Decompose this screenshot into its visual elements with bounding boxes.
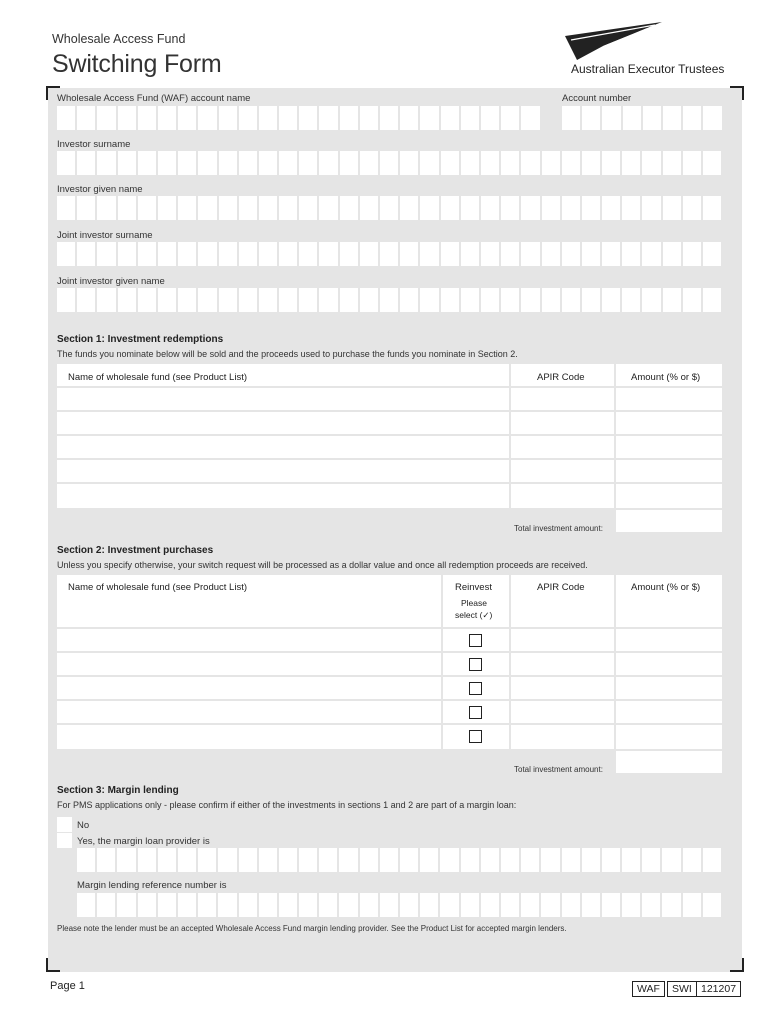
character-box[interactable] <box>420 106 438 130</box>
col-reinvest-sub: select (✓) <box>455 610 493 620</box>
character-box[interactable] <box>582 151 600 175</box>
character-box[interactable] <box>97 151 115 175</box>
character-box[interactable] <box>542 196 560 220</box>
character-box[interactable] <box>501 151 519 175</box>
form-subtitle: Wholesale Access Fund <box>52 32 186 46</box>
character-box[interactable] <box>420 196 438 220</box>
character-box[interactable] <box>299 242 317 266</box>
character-box[interactable] <box>541 893 559 917</box>
margin-no-checkbox[interactable] <box>57 817 72 832</box>
character-box[interactable] <box>562 151 580 175</box>
character-box[interactable] <box>602 848 620 872</box>
character-box[interactable] <box>501 848 519 872</box>
purchases-table <box>57 575 722 749</box>
character-box[interactable] <box>461 893 479 917</box>
character-box[interactable] <box>178 242 196 266</box>
character-box[interactable] <box>178 288 196 312</box>
character-box[interactable] <box>420 151 438 175</box>
character-box[interactable] <box>481 151 499 175</box>
character-box[interactable] <box>683 848 701 872</box>
col-amount: Amount (% or $) <box>631 582 701 593</box>
corner-mark <box>730 86 744 100</box>
character-box[interactable] <box>663 242 681 266</box>
character-box[interactable] <box>602 288 620 312</box>
account-number-label: Account number <box>562 93 632 104</box>
character-box[interactable] <box>57 288 75 312</box>
character-box[interactable] <box>380 151 398 175</box>
character-box[interactable] <box>178 151 196 175</box>
character-box[interactable] <box>239 848 257 872</box>
character-box[interactable] <box>360 893 378 917</box>
character-box[interactable] <box>299 151 317 175</box>
character-box[interactable] <box>461 196 479 220</box>
section1-description: The funds you nominate below will be sold and the proceeds used to purchase the funds you nominate in Section 2. <box>57 349 518 359</box>
character-box[interactable] <box>319 106 337 130</box>
character-box[interactable] <box>501 893 519 917</box>
character-box[interactable] <box>622 242 640 266</box>
company-name: Australian Executor Trustees <box>571 62 725 76</box>
character-box[interactable] <box>158 151 176 175</box>
character-box[interactable] <box>703 848 721 872</box>
character-box[interactable] <box>198 106 216 130</box>
page-number: Page 1 <box>50 980 85 992</box>
character-box[interactable] <box>239 196 257 220</box>
corner-mark <box>46 958 60 972</box>
character-box[interactable] <box>57 196 75 220</box>
character-box[interactable] <box>420 242 438 266</box>
character-box[interactable] <box>279 106 297 130</box>
character-box[interactable] <box>461 151 479 175</box>
character-box[interactable] <box>118 288 136 312</box>
character-box[interactable] <box>420 848 438 872</box>
section1-heading: Section 1: Investment redemptions <box>57 334 224 345</box>
character-box[interactable] <box>279 848 297 872</box>
character-box[interactable] <box>138 242 156 266</box>
character-box[interactable] <box>319 196 337 220</box>
character-box[interactable] <box>400 242 418 266</box>
character-box[interactable] <box>582 242 600 266</box>
table-row[interactable] <box>57 436 722 460</box>
character-box[interactable] <box>481 288 499 312</box>
character-box[interactable] <box>279 196 297 220</box>
character-box[interactable] <box>198 242 216 266</box>
character-box[interactable] <box>683 288 701 312</box>
character-box[interactable] <box>319 242 337 266</box>
character-box[interactable] <box>703 151 721 175</box>
corner-mark <box>730 958 744 972</box>
character-box[interactable] <box>642 893 660 917</box>
character-box[interactable] <box>77 242 95 266</box>
column-divider <box>614 364 616 508</box>
character-box[interactable] <box>219 288 237 312</box>
character-box[interactable] <box>299 848 317 872</box>
company-logo-icon <box>565 22 665 62</box>
character-box[interactable] <box>360 106 378 130</box>
character-box[interactable] <box>138 848 156 872</box>
character-box[interactable] <box>501 106 519 130</box>
table-row[interactable] <box>57 460 722 484</box>
character-box[interactable] <box>158 288 176 312</box>
character-box[interactable] <box>97 893 115 917</box>
character-box[interactable] <box>562 242 580 266</box>
margin-yes-label: Yes, the margin loan provider is <box>77 836 210 847</box>
character-box[interactable] <box>259 151 277 175</box>
character-box[interactable] <box>198 196 216 220</box>
character-box[interactable] <box>319 288 337 312</box>
table-row[interactable] <box>57 653 722 677</box>
character-box[interactable] <box>158 196 176 220</box>
character-box[interactable] <box>663 106 681 130</box>
col-reinvest-sub: Please <box>461 598 487 608</box>
character-box[interactable] <box>97 848 115 872</box>
character-box[interactable] <box>400 196 418 220</box>
character-box[interactable] <box>541 848 559 872</box>
character-box[interactable] <box>582 288 600 312</box>
character-box[interactable] <box>642 288 660 312</box>
reinvest-checkbox[interactable] <box>469 682 482 695</box>
character-box[interactable] <box>97 106 115 130</box>
character-box[interactable] <box>602 106 620 130</box>
character-box[interactable] <box>542 288 560 312</box>
character-box[interactable] <box>178 196 196 220</box>
character-box[interactable] <box>77 106 95 130</box>
section2-description: Unless you specify otherwise, your switch request will be processed as a dollar value and once all redemption proceeds are received. <box>57 560 588 570</box>
character-box[interactable] <box>178 848 196 872</box>
joint-given-name-label: Joint investor given name <box>57 276 165 287</box>
character-box[interactable] <box>299 196 317 220</box>
character-box[interactable] <box>239 893 257 917</box>
character-box[interactable] <box>239 151 257 175</box>
character-box[interactable] <box>582 848 600 872</box>
character-box[interactable] <box>683 893 701 917</box>
table-row[interactable] <box>57 677 722 701</box>
investor-given-name-label: Investor given name <box>57 184 143 195</box>
reinvest-checkbox[interactable] <box>469 706 482 719</box>
character-box[interactable] <box>279 288 297 312</box>
character-box[interactable] <box>662 893 680 917</box>
section3-description: For PMS applications only - please confirm if either of the investments in sections 1 and 2 are part of a margin loan: <box>57 800 517 810</box>
character-box[interactable] <box>521 288 539 312</box>
character-box[interactable] <box>400 151 418 175</box>
character-box[interactable] <box>521 151 539 175</box>
investor-surname-label: Investor surname <box>57 139 131 150</box>
character-box[interactable] <box>481 893 499 917</box>
character-box[interactable] <box>440 848 458 872</box>
margin-yes-checkbox[interactable] <box>57 833 72 848</box>
character-box[interactable] <box>441 196 459 220</box>
character-box[interactable] <box>683 196 701 220</box>
character-box[interactable] <box>542 151 560 175</box>
character-box[interactable] <box>663 151 681 175</box>
column-divider <box>509 364 511 508</box>
character-box[interactable] <box>97 242 115 266</box>
reinvest-checkbox[interactable] <box>469 634 482 647</box>
character-box[interactable] <box>340 242 358 266</box>
character-box[interactable] <box>662 848 680 872</box>
character-box[interactable] <box>198 151 216 175</box>
character-box[interactable] <box>642 151 660 175</box>
character-box[interactable] <box>219 151 237 175</box>
form-title: Switching Form <box>52 50 222 78</box>
character-box[interactable] <box>319 848 337 872</box>
character-box[interactable] <box>420 893 438 917</box>
character-box[interactable] <box>158 106 176 130</box>
character-box[interactable] <box>622 196 640 220</box>
character-box[interactable] <box>57 151 75 175</box>
character-box[interactable] <box>259 893 277 917</box>
character-box[interactable] <box>461 106 479 130</box>
form-code-waf: WAF <box>632 981 665 997</box>
character-box[interactable] <box>683 242 701 266</box>
character-box[interactable] <box>481 196 499 220</box>
character-box[interactable] <box>623 106 641 130</box>
character-box[interactable] <box>77 288 95 312</box>
table-row[interactable] <box>57 412 722 436</box>
character-box[interactable] <box>461 288 479 312</box>
character-box[interactable] <box>77 196 95 220</box>
character-box[interactable] <box>198 288 216 312</box>
character-box[interactable] <box>340 106 358 130</box>
character-box[interactable] <box>57 242 75 266</box>
character-box[interactable] <box>663 288 681 312</box>
character-box[interactable] <box>259 196 277 220</box>
margin-footnote: Please note the lender must be an accepted Wholesale Access Fund margin lending provider. See the Product List for accepted margin lenders. <box>57 924 567 933</box>
table-row[interactable] <box>57 629 722 653</box>
character-box[interactable] <box>118 151 136 175</box>
character-box[interactable] <box>521 242 539 266</box>
character-box[interactable] <box>279 242 297 266</box>
section2-heading: Section 2: Investment purchases <box>57 545 214 556</box>
character-box[interactable] <box>642 848 660 872</box>
margin-provider-field[interactable] <box>77 848 721 872</box>
character-box[interactable] <box>602 151 620 175</box>
character-box[interactable] <box>441 242 459 266</box>
character-box[interactable] <box>481 242 499 266</box>
character-box[interactable] <box>703 893 721 917</box>
character-box[interactable] <box>521 196 539 220</box>
account-number-field[interactable] <box>562 106 722 130</box>
character-box[interactable] <box>542 242 560 266</box>
joint-given-name-field[interactable] <box>57 288 721 312</box>
character-box[interactable] <box>340 196 358 220</box>
character-box[interactable] <box>219 106 237 130</box>
section3-heading: Section 3: Margin lending <box>57 785 179 796</box>
character-box[interactable] <box>239 106 257 130</box>
table-row[interactable] <box>57 701 722 725</box>
section1-total-label: Total investment amount: <box>514 524 603 533</box>
character-box[interactable] <box>57 106 75 130</box>
character-box[interactable] <box>360 242 378 266</box>
character-box[interactable] <box>420 288 438 312</box>
character-box[interactable] <box>521 893 539 917</box>
character-box[interactable] <box>118 196 136 220</box>
character-box[interactable] <box>360 288 378 312</box>
character-box[interactable] <box>481 106 499 130</box>
character-box[interactable] <box>138 893 156 917</box>
account-name-label: Wholesale Access Fund (WAF) account name <box>57 93 251 104</box>
col-fund-name: Name of wholesale fund (see Product List) <box>68 372 248 383</box>
character-box[interactable] <box>340 151 358 175</box>
character-box[interactable] <box>178 106 196 130</box>
section1-total-field[interactable] <box>616 510 722 532</box>
character-box[interactable] <box>602 242 620 266</box>
character-box[interactable] <box>521 106 539 130</box>
section2-total-label: Total investment amount: <box>514 765 603 774</box>
character-box[interactable] <box>97 196 115 220</box>
character-box[interactable] <box>400 848 418 872</box>
character-box[interactable] <box>380 196 398 220</box>
character-box[interactable] <box>400 106 418 130</box>
character-box[interactable] <box>77 151 95 175</box>
character-box[interactable] <box>218 848 236 872</box>
character-box[interactable] <box>299 893 317 917</box>
character-box[interactable] <box>602 196 620 220</box>
col-amount: Amount (% or $) <box>631 372 701 383</box>
character-box[interactable] <box>138 196 156 220</box>
table-row[interactable] <box>57 388 722 412</box>
character-box[interactable] <box>562 288 580 312</box>
character-box[interactable] <box>97 288 115 312</box>
character-box[interactable] <box>360 848 378 872</box>
character-box[interactable] <box>501 196 519 220</box>
form-code-version: 121207 <box>696 981 741 997</box>
character-box[interactable] <box>340 288 358 312</box>
character-box[interactable] <box>219 196 237 220</box>
character-box[interactable] <box>339 848 357 872</box>
character-box[interactable] <box>562 893 580 917</box>
character-box[interactable] <box>441 288 459 312</box>
reinvest-checkbox[interactable] <box>469 658 482 671</box>
character-box[interactable] <box>683 151 701 175</box>
character-box[interactable] <box>339 893 357 917</box>
character-box[interactable] <box>360 151 378 175</box>
character-box[interactable] <box>259 848 277 872</box>
character-box[interactable] <box>259 106 277 130</box>
joint-surname-label: Joint investor surname <box>57 230 153 241</box>
section2-total-field[interactable] <box>616 751 722 773</box>
form-code-swi: SWI <box>667 981 697 997</box>
character-box[interactable] <box>138 106 156 130</box>
margin-no-label: No <box>77 820 90 831</box>
character-box[interactable] <box>440 893 458 917</box>
character-box[interactable] <box>501 288 519 312</box>
character-box[interactable] <box>703 106 721 130</box>
character-box[interactable] <box>239 242 257 266</box>
character-box[interactable] <box>400 288 418 312</box>
character-box[interactable] <box>602 893 620 917</box>
col-fund-name: Name of wholesale fund (see Product List) <box>68 582 248 593</box>
character-box[interactable] <box>642 196 660 220</box>
account-name-field[interactable] <box>57 106 540 130</box>
joint-surname-field[interactable] <box>57 242 721 266</box>
character-box[interactable] <box>380 242 398 266</box>
character-box[interactable] <box>582 106 600 130</box>
character-box[interactable] <box>622 288 640 312</box>
character-box[interactable] <box>562 848 580 872</box>
character-box[interactable] <box>622 848 640 872</box>
character-box[interactable] <box>158 242 176 266</box>
reinvest-checkbox[interactable] <box>469 730 482 743</box>
character-box[interactable] <box>360 196 378 220</box>
character-box[interactable] <box>239 288 257 312</box>
character-box[interactable] <box>521 848 539 872</box>
character-box[interactable] <box>198 893 216 917</box>
character-box[interactable] <box>319 151 337 175</box>
character-box[interactable] <box>259 242 277 266</box>
character-box[interactable] <box>259 288 277 312</box>
col-apir-code: APIR Code <box>537 372 585 383</box>
character-box[interactable] <box>279 893 297 917</box>
character-box[interactable] <box>158 893 176 917</box>
character-box[interactable] <box>138 288 156 312</box>
character-box[interactable] <box>663 196 681 220</box>
character-box[interactable] <box>117 848 135 872</box>
character-box[interactable] <box>622 151 640 175</box>
character-box[interactable] <box>582 196 600 220</box>
character-box[interactable] <box>118 106 136 130</box>
investor-surname-field[interactable] <box>57 151 721 175</box>
character-box[interactable] <box>400 893 418 917</box>
character-box[interactable] <box>77 848 95 872</box>
character-box[interactable] <box>643 106 661 130</box>
character-box[interactable] <box>299 288 317 312</box>
character-box[interactable] <box>299 106 317 130</box>
character-box[interactable] <box>198 848 216 872</box>
margin-reference-label: Margin lending reference number is <box>77 880 227 891</box>
character-box[interactable] <box>77 893 95 917</box>
character-box[interactable] <box>582 893 600 917</box>
character-box[interactable] <box>683 106 701 130</box>
character-box[interactable] <box>158 848 176 872</box>
character-box[interactable] <box>219 242 237 266</box>
character-box[interactable] <box>461 242 479 266</box>
col-reinvest: Reinvest <box>455 582 492 593</box>
character-box[interactable] <box>703 196 721 220</box>
redemptions-table <box>57 364 722 508</box>
col-apir-code: APIR Code <box>537 582 585 593</box>
character-box[interactable] <box>138 151 156 175</box>
character-box[interactable] <box>319 893 337 917</box>
character-box[interactable] <box>218 893 236 917</box>
character-box[interactable] <box>117 893 135 917</box>
column-divider <box>509 575 511 749</box>
character-box[interactable] <box>703 288 721 312</box>
character-box[interactable] <box>441 151 459 175</box>
character-box[interactable] <box>562 196 580 220</box>
character-box[interactable] <box>380 893 398 917</box>
character-box[interactable] <box>441 106 459 130</box>
character-box[interactable] <box>380 848 398 872</box>
investor-given-name-field[interactable] <box>57 196 721 220</box>
character-box[interactable] <box>642 242 660 266</box>
character-box[interactable] <box>622 893 640 917</box>
margin-reference-field[interactable] <box>77 893 721 917</box>
character-box[interactable] <box>501 242 519 266</box>
character-box[interactable] <box>380 106 398 130</box>
character-box[interactable] <box>481 848 499 872</box>
column-divider <box>614 575 616 749</box>
character-box[interactable] <box>562 106 580 130</box>
character-box[interactable] <box>279 151 297 175</box>
character-box[interactable] <box>703 242 721 266</box>
character-box[interactable] <box>118 242 136 266</box>
character-box[interactable] <box>178 893 196 917</box>
character-box[interactable] <box>461 848 479 872</box>
character-box[interactable] <box>380 288 398 312</box>
column-divider <box>441 575 443 749</box>
